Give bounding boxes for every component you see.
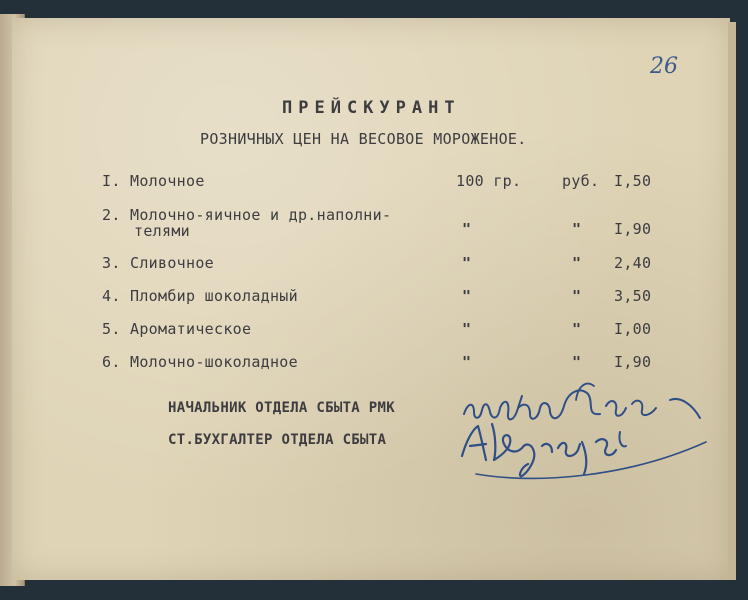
item-number: 5. (102, 320, 121, 338)
item-number: I. (102, 172, 121, 190)
document-title: ПРЕЙСКУРАНТ (282, 98, 461, 118)
item-price: I,90 (614, 353, 652, 371)
list-item (102, 353, 298, 371)
item-name: Молочно-шоколадное (130, 353, 298, 371)
item-name: Пломбир шоколадный (130, 287, 298, 305)
item-price: 3,50 (614, 287, 652, 305)
item-price: I,90 (614, 220, 652, 238)
folio-number: 26 (650, 54, 678, 79)
item-price: I,50 (614, 172, 652, 190)
handwritten-signature-accountant (456, 412, 726, 492)
list-item (102, 287, 298, 305)
item-unit: " (572, 254, 582, 272)
item-number: 4. (102, 287, 121, 305)
item-name: Сливочное (130, 254, 214, 272)
item-unit: " (572, 287, 582, 305)
item-qty: " (462, 320, 472, 338)
right-page-edge (728, 22, 736, 580)
list-item (102, 254, 214, 272)
item-qty: " (462, 254, 472, 272)
item-name: Ароматическое (130, 320, 252, 338)
item-number: 2. (102, 206, 121, 224)
signatory-title-head: НАЧАЛЬНИК ОТДЕЛА СБЫТА РМК (168, 400, 395, 416)
item-unit: руб. (562, 172, 600, 190)
item-qty: " (462, 220, 472, 238)
item-unit: " (572, 320, 582, 338)
list-item (102, 320, 251, 338)
item-qty: " (462, 353, 472, 371)
item-name-continuation: телями (134, 222, 190, 240)
item-qty: 100 гр. (456, 172, 522, 190)
item-price: 2,40 (614, 254, 652, 272)
item-number: 6. (102, 353, 121, 371)
item-price: I,00 (614, 320, 652, 338)
document-subtitle: РОЗНИЧНЫХ ЦЕН НА ВЕСОВОЕ МОРОЖЕНОЕ. (200, 130, 527, 148)
item-name: Молочно-яичное и др.наполни- (130, 206, 392, 224)
item-qty: " (462, 287, 472, 305)
list-item (102, 172, 205, 190)
item-unit: " (572, 353, 582, 371)
signatory-title-accountant: СТ.БУХГАЛТЕР ОТДЕЛА СБЫТА (168, 432, 387, 448)
item-unit: " (572, 220, 582, 238)
item-name: Молочное (130, 172, 205, 190)
item-number: 3. (102, 254, 121, 272)
